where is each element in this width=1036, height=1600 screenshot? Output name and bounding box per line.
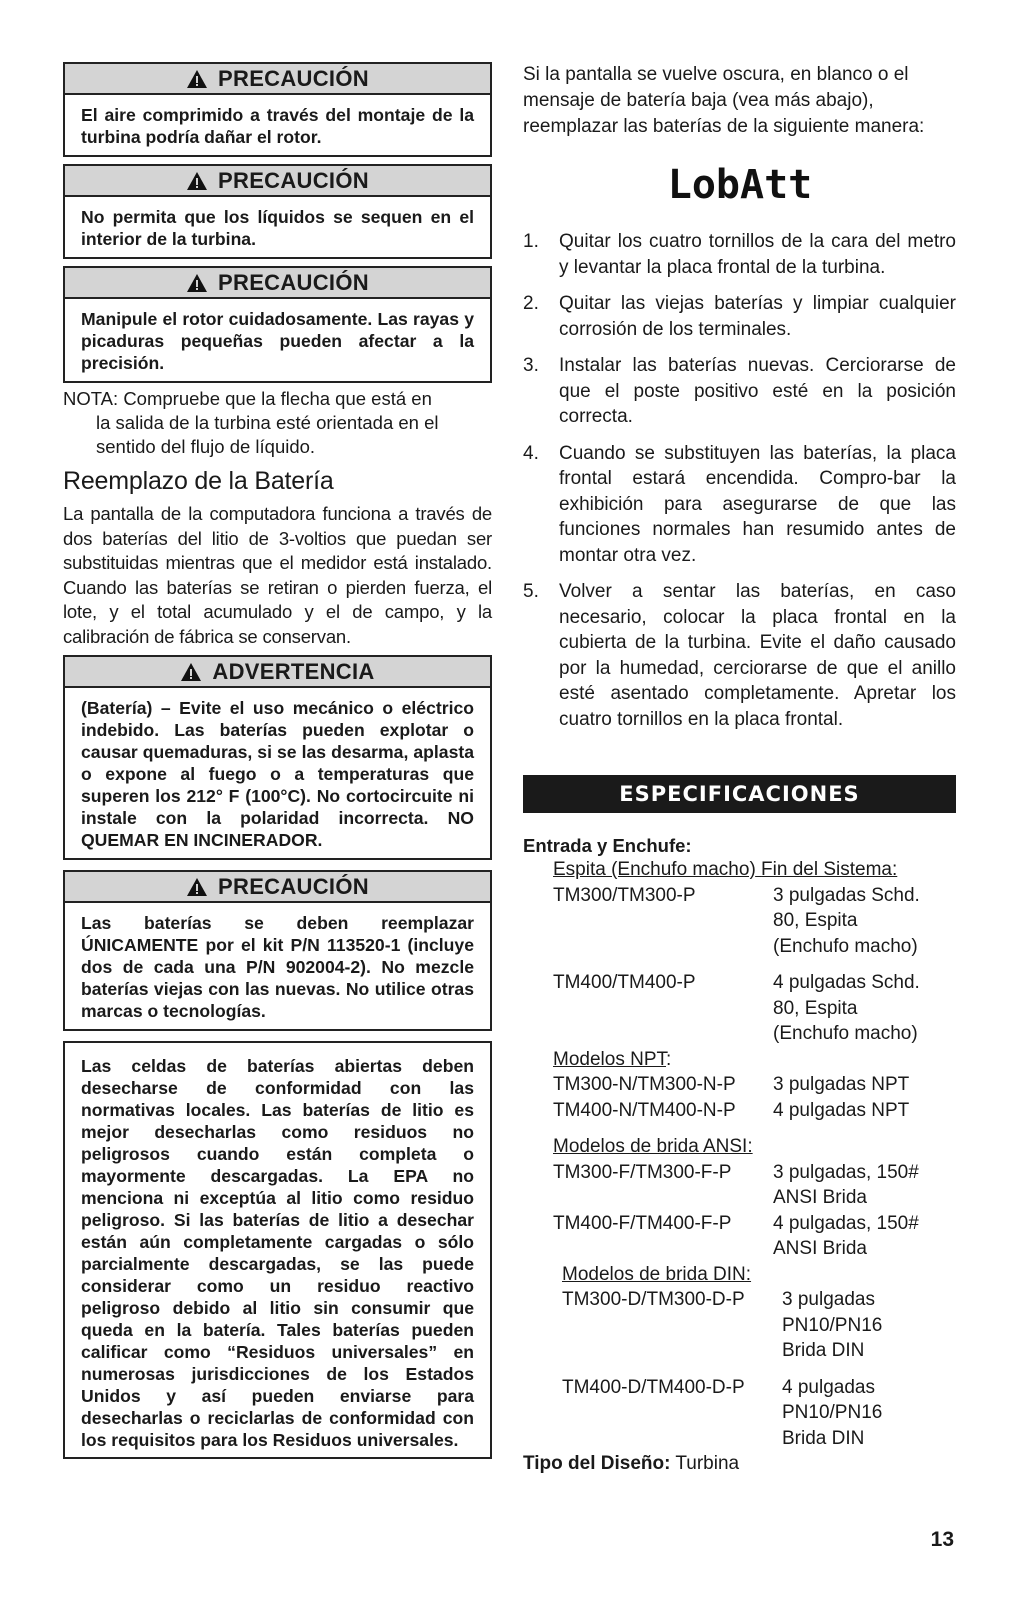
caution-header [65,166,490,197]
intro-text: Si la pantalla se vuelve oscura, en blanco o el mensaje de batería baja (vea más abajo), reemplazar las baterías de la siguiente manera: [523,64,925,137]
note-rest: la salida de la turbina esté orientada en el sentido del flujo de líquido. [96,412,439,457]
warning-box [63,655,492,860]
section-text: La pantalla de la computadora funciona a través de dos baterías del litio de 3-voltios que puedan ser substituidas mientras que el medidor está instalado. Cuando las baterías se retiran o pierden fuerza, el lote, y el total acumulado y el de campo, y la calibración de fábrica se conservan. [63,503,492,647]
entrada-label: Entrada y Enchufe: [523,835,692,856]
disposal-text: Las celdas de baterías abiertas deben desecharse de conformidad con las normativas locales. Las baterías de litio es mejor desecharlas como residuos no peligrosos cuando están completa o mayormente descargadas. La EPA no menciona ni exceptúa al litio como residuo peligroso. Si las baterías de litio a desechar están aún completamente cargadas o sólo parcialmente descargadas, se las puede considerar como un residuo reactivo peligroso debido al litio sin consumir que queda en la batería. Tales baterías pueden calificar como “Residuos universales” en numerosas jurisdicciones de los Estados Unidos y así pueden enviarse para desecharlas o reciclarlas de conformidad con los requisitos para los Residuos universales. [81,1056,474,1450]
caution-header [65,64,490,95]
lcd-text: LobAtt [667,162,812,206]
espita-header: Espita (Enchufo macho) [553,859,756,880]
disposal-box [63,1041,492,1459]
list-item: 2. Quitar las viejas baterías y limpiar cualquier corrosión de los terminales. [523,293,956,340]
ansi-header: Modelos de brida ANSI: [553,1136,753,1157]
warning-triangle-icon [186,877,208,897]
caution-header [65,268,490,299]
fin-header: Fin del Sistema: [761,859,898,880]
right-column [523,62,956,1477]
lcd-display [523,162,956,211]
spec-row: TM300-D/TM300-D-P 3 pulgadas [562,1289,875,1310]
caution-box-4 [63,870,492,1031]
caution-title: PRECAUCIÓN [218,269,369,295]
spec-row: TM300-F/TM300-F-P 3 pulgadas, 150# [553,1161,919,1183]
page-number: 13 [930,1528,954,1551]
tipo-value: Turbina [675,1453,740,1474]
spec-row: TM300-N/TM300-N-P 3 pulgadas NPT [553,1074,910,1095]
note-first-line: Compruebe que la flecha que está en [123,388,432,409]
caution-box-3 [63,266,492,383]
caution-text: Las baterías se deben reemplazar ÚNICAMENTE por el kit P/N 113520-1 (incluye dos de cada una P/N 902004-2). No mezcle baterías viejas con las nuevas. No utilice otras marcas o tecnologías. [81,913,474,1021]
caution-text: Manipule el rotor cuidadosamente. Las rayas y picaduras pequeñas pueden afectar a la precisión. [81,309,474,373]
note-paragraph [63,387,492,459]
warning-header [65,657,490,688]
list-item: 1. Quitar los cuatro tornillos de la cara del metro y levantar la placa frontal de la turbina. [523,231,956,278]
list-item: 3. Instalar las baterías nuevas. Cerciorarse de que el poste positivo esté en la posición correcta. [523,355,956,427]
caution-title: PRECAUCIÓN [218,873,369,899]
lobatt-display-icon [660,162,820,206]
caution-title: PRECAUCIÓN [218,65,369,91]
warning-triangle-icon [186,171,208,191]
tipo-label: Tipo del Diseño: [523,1453,671,1474]
steps-list [523,229,956,732]
left-column [63,62,492,1466]
warning-triangle-icon [180,662,202,682]
din-spec-list: Modelos de brida DIN: TM300-D/TM300-D-P 3 pulgadas PN10/PN16 Brida DIN TM400-D/TM400-D-P 4 pulgadas PN10/PN16 Brida DIN [523,1262,956,1452]
tipo-row [523,1451,956,1477]
caution-text: El aire comprimido a través del montaje de la turbina podría dañar el rotor. [81,105,474,147]
note-label: NOTA: [63,388,119,409]
spec-row: TM400-D/TM400-D-P 4 pulgadas [562,1376,875,1398]
spec-row: TM400-N/TM400-N-P 4 pulgadas NPT [553,1099,910,1121]
specifications-banner: ESPECIFICACIONES [523,775,956,813]
list-item: 5. Volver a sentar las baterías, en caso necesario, colocar la placa frontal en la cubierta de la turbina. Evite el daño causado por la humedad, cerciorarse de que el anillo esté asentado completamente. Apretar los cuatro tornillos en la placa frontal. [523,581,956,730]
din-header: Modelos de brida DIN: [562,1263,752,1285]
spec-row: TM300/TM300-P 3 pulgadas Schd. [553,884,920,906]
caution-header [65,872,490,903]
warning-text: (Batería) – Evite el uso mecánico o eléctrico indebido. Las baterías pueden explotar o causar quemaduras, si se las desarma, aplasta o expone al fuego o a temperaturas que superen los 212° F (100°C). No cortocircuite ni instale con la polaridad incorrecta. NO QUEMAR EN INCINERADOR. [81,698,474,850]
list-item: 4. Cuando se substituyen las baterías, la placa frontal estará encendida. Compro-bar la exhibición para asegurarse de que las funciones normales han resumido antes de montar otra vez. [523,442,956,566]
caution-title: PRECAUCIÓN [218,167,369,193]
npt-header: Modelos NPT [553,1048,666,1070]
warning-triangle-icon [186,273,208,293]
warning-triangle-icon [186,69,208,89]
warning-title: ADVERTENCIA [212,658,375,684]
section-title: Reemplazo de la Batería [63,467,334,495]
spec-row: TM400-F/TM400-F-P 4 pulgadas, 150# [553,1212,919,1234]
spec-row: TM400/TM400-P 4 pulgadas Schd. [553,972,920,993]
spec-list: Espita (Enchufo macho) Fin del Sistema: TM300/TM300-P 3 pulgadas Schd. 80, Espita (Enchufo macho) TM400/TM400-P 4 pulgadas Schd. 80, Espita (Enchufo macho) Modelos NPT: TM300-N/TM300-N-P 3 pulgadas NPT TM400-N/TM400-N-P 4 pulgadas NPT Modelos de brida ANSI: TM300-F/TM300-F-P 3 pulgadas, 150# ANSI Brida TM400-F/TM400-F-P 4 pulgadas, 150# ANSI Brida [523,857,956,1262]
caution-box-1 [63,62,492,157]
caution-text: No permita que los líquidos se sequen en el interior de la turbina. [81,207,474,249]
caution-box-2 [63,164,492,259]
